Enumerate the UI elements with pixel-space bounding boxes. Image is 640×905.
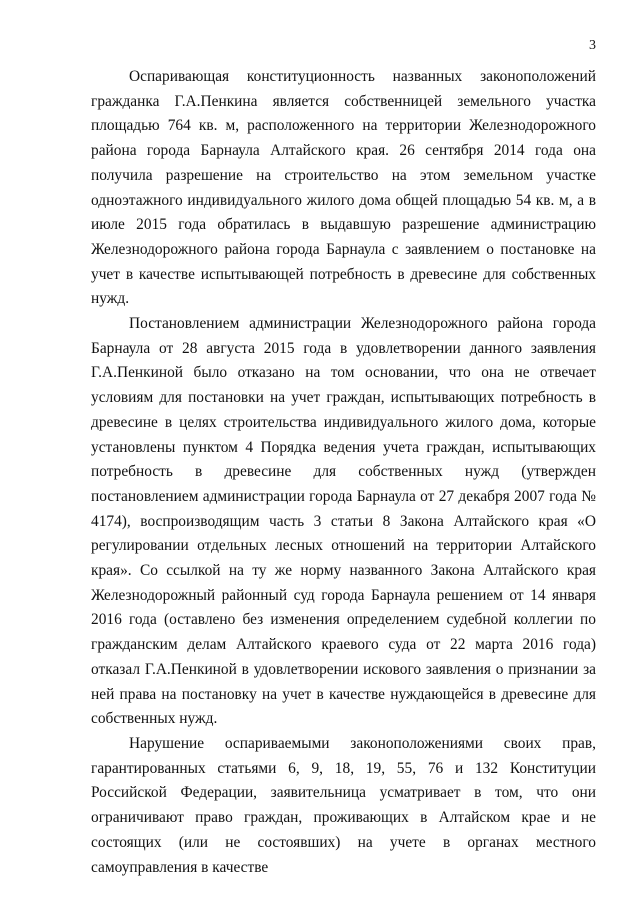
- page-number: 3: [589, 38, 596, 53]
- paragraph-2: Постановлением администрации Железнодорожного района города Барнаула от 28 августа 2015 года в удовлетворении данного заявления Г.А.Пенкиной было отказано на том основании, что она не отвечает условиям для постановки на учет граждан, испытывающих потребность в древесине в целях строительства индивидуального жилого дома, которые установлены пунктом 4 Порядка ведения учета граждан, испытывающих потребность в древесине для собственных нужд (утвержден постановлением администрации города Барнаула от 27 декабря 2007 года № 4174), воспроизводящим часть 3 статьи 8 Закона Алтайского края «О регулировании отдельных лесных отношений на территории Алтайского края». Со ссылкой на ту же норму названного Закона Алтайского края Железнодорожный районный суд города Барнаула решением от 14 января 2016 года (оставлено без изменения определением судебной коллегии по гражданским делам Алтайского краевого суда от 22 марта 2016 года) отказал Г.А.Пенкиной в удовлетворении искового заявления о признании за ней права на постановку на учет в качестве нуждающейся в древесине для собственных нужд.: [91, 315, 596, 728]
- paragraph-3: Нарушение оспариваемыми законоположениями своих прав, гарантированных статьями 6, 9, 18, 19, 55, 76 и 132 Конституции Российской Федерации, заявительница усматривает в том, что они ограничивают право граждан, проживающих в Алтайском крае и не состоящих (или не состоявших) на учете в органах местного самоуправления в качестве: [91, 734, 596, 876]
- paragraph-1: Оспаривающая конституционность названных законоположений гражданка Г.А.Пенкина является собственницей земельного участка площадью 764 кв. м, расположенного на территории Железнодорожного района города Барнаула Алтайского края. 26 сентября 2014 года она получила разрешение на строительство на этом земельном участке одноэтажного индивидуального жилого дома общей площадью 54 кв. м, а в июле 2015 года обратилась в выдавшую разрешение администрацию Железнодорожного района города Барнаула с заявлением о постановке на учет в качестве испытывающей потребность в древесине для собственных нужд.: [91, 68, 596, 308]
- document-body: [91, 65, 596, 880]
